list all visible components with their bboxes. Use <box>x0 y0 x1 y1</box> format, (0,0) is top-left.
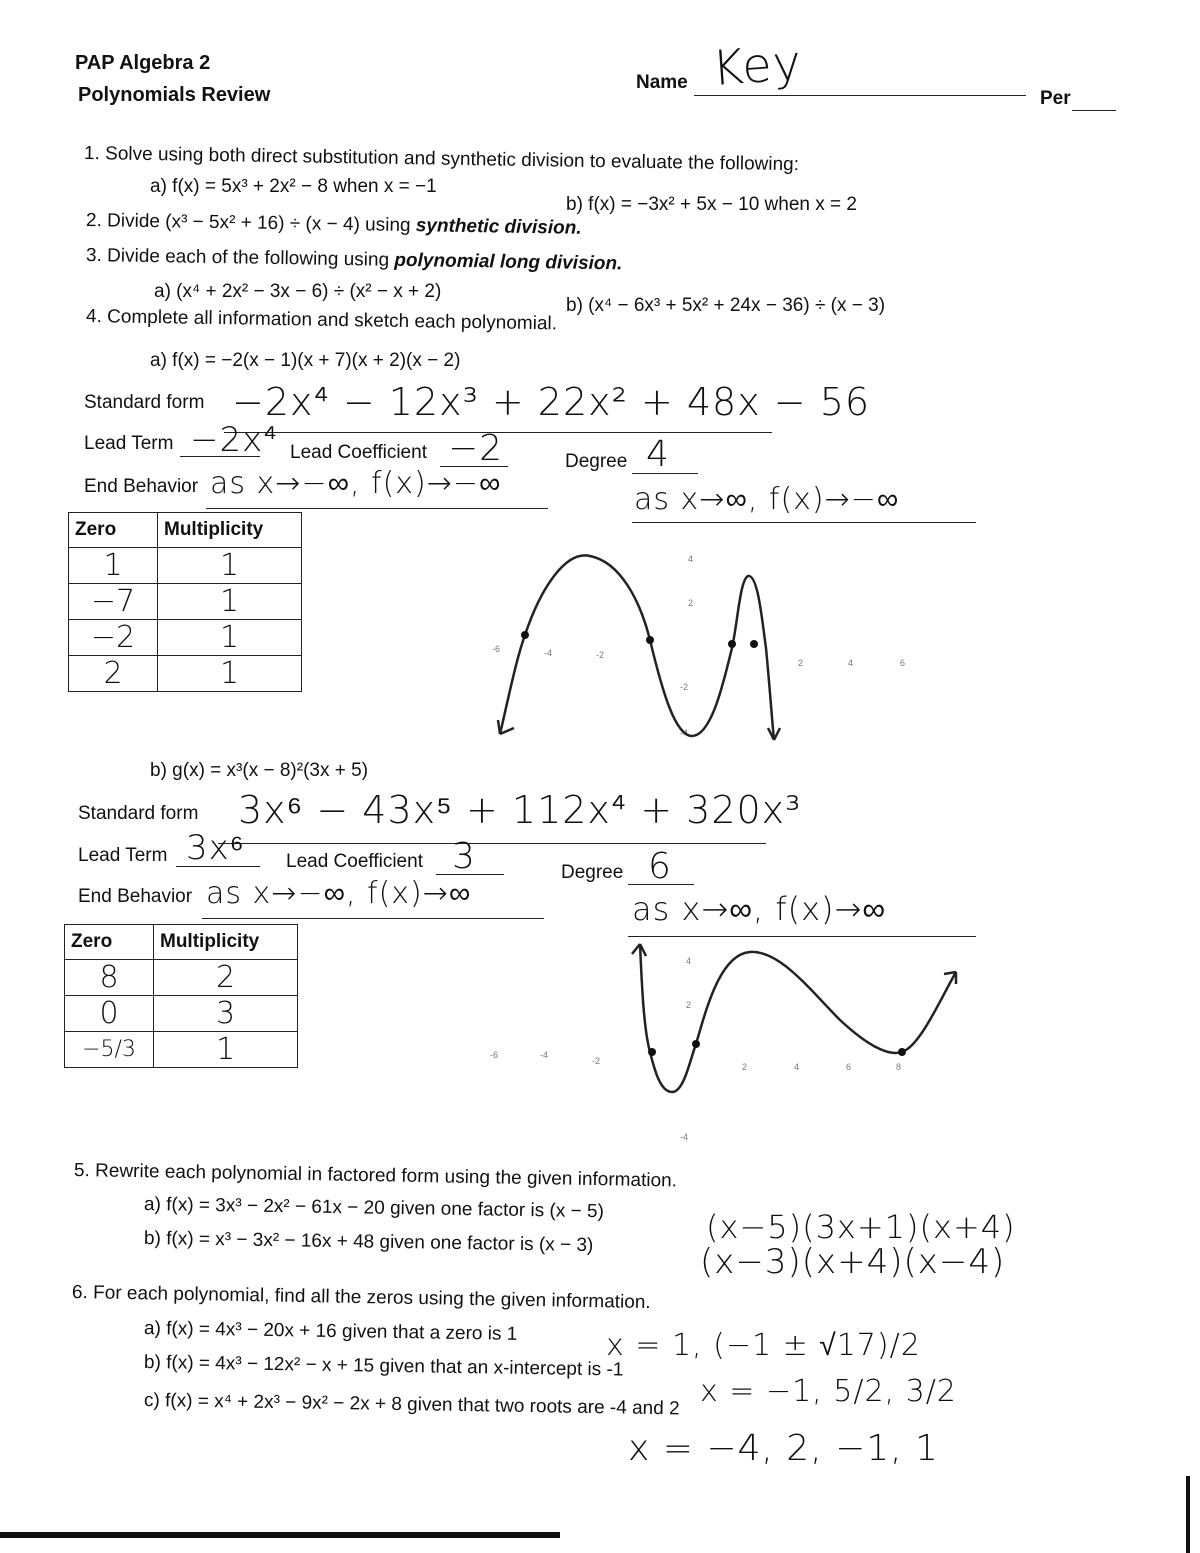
4a-end-behavior-right: as x→∞, f(x)→−∞ <box>634 482 900 517</box>
4a-end-behavior-line-left <box>206 508 548 509</box>
question-3 <box>86 245 623 275</box>
zero-header: Zero <box>69 513 158 548</box>
table-row <box>69 548 302 584</box>
question-6c-answer: x = −4, 2, −1, 1 <box>628 1428 939 1469</box>
4a-lead-coefficient-label: Lead Coefficient <box>290 442 427 463</box>
question-6b: b) f(x) = 4x³ − 12x² − x + 15 given that an x-intercept is -1 <box>143 1352 624 1381</box>
scan-edge-bottom <box>0 1532 560 1538</box>
question-6a-answer: x = 1, (−1 ± √17)/2 <box>606 1328 921 1363</box>
table-row <box>65 1032 298 1068</box>
svg-text:2: 2 <box>798 658 804 668</box>
svg-text:4: 4 <box>848 658 854 668</box>
4b-degree-label: Degree <box>561 862 624 883</box>
4b-zero-point <box>648 1048 656 1056</box>
per-line <box>1072 110 1116 111</box>
question-3b: b) (x⁴ − 6x³ + 5x² + 24x − 36) ÷ (x − 3) <box>566 295 886 316</box>
4a-zero-point <box>521 631 529 639</box>
multiplicity-cell: 3 <box>154 996 298 1032</box>
4a-lead-term-value: −2x⁴ <box>190 420 278 460</box>
table-header-row <box>69 513 302 548</box>
table-row <box>69 656 302 692</box>
zero-cell: −5/3 <box>65 1032 154 1068</box>
multiplicity-cell: 2 <box>154 960 298 996</box>
question-3-emphasis: polynomial long division. <box>394 249 623 275</box>
4a-end-behavior-label: End Behavior <box>84 476 199 497</box>
svg-text:4: 4 <box>688 554 694 564</box>
4b-lead-term-label: Lead Term <box>78 845 168 866</box>
question-1a: a) f(x) = 5x³ + 2x² − 8 when x = −1 <box>150 176 437 197</box>
zero-header: Zero <box>65 925 154 960</box>
question-6b-answer: x = −1, 5/2, 3/2 <box>700 1374 957 1409</box>
4a-sketch-graph <box>480 540 920 760</box>
svg-text:4: 4 <box>794 1062 800 1072</box>
svg-text:2: 2 <box>742 1062 748 1072</box>
table-row <box>69 584 302 620</box>
question-3a: a) (x⁴ + 2x² − 3x − 6) ÷ (x² − x + 2) <box>154 281 442 302</box>
4b-zero-point <box>692 1040 700 1048</box>
svg-text:2: 2 <box>686 1000 692 1010</box>
4a-end-behavior-left: as x→−∞, f(x)→−∞ <box>210 466 502 501</box>
table-row <box>69 620 302 656</box>
4b-end-behavior-label: End Behavior <box>78 886 193 907</box>
svg-text:-2: -2 <box>592 1056 601 1066</box>
svg-text:-2: -2 <box>596 650 605 660</box>
svg-text:6: 6 <box>900 658 906 668</box>
4b-lead-coefficient-value: 3 <box>452 836 476 877</box>
question-5: 5. Rewrite each polynomial in factored form using the given information. <box>73 1160 678 1192</box>
question-6a: a) f(x) = 4x³ − 20x + 16 given that a zero is 1 <box>143 1318 518 1345</box>
4a-zero-point <box>646 636 654 644</box>
4a-standard-form-value: −2x⁴ − 12x³ + 22x² + 48x − 56 <box>232 380 871 424</box>
4a-zero-multiplicity-table <box>68 512 302 692</box>
per-label: Per <box>1040 88 1071 109</box>
4b-end-behavior-left: as x→−∞, f(x)→∞ <box>206 876 472 911</box>
svg-text:8: 8 <box>896 1062 902 1072</box>
question-2 <box>86 210 582 240</box>
question-1: 1. Solve using both direct substitution and synthetic division to evaluate the following: <box>83 143 800 176</box>
question-5b: b) f(x) = x³ − 3x² − 16x + 48 given one factor is (x − 3) <box>143 1228 594 1257</box>
4b-sketch-graph <box>480 930 960 1150</box>
question-4b-function: b) g(x) = x³(x − 8)²(3x + 5) <box>150 760 369 781</box>
table-header-row <box>65 925 298 960</box>
multiplicity-header: Multiplicity <box>154 925 298 960</box>
question-3-text: 3. Divide each of the following using <box>85 245 395 271</box>
4a-degree-value: 4 <box>646 434 670 475</box>
4b-left-arrow <box>632 944 646 956</box>
zero-cell: 2 <box>69 656 158 692</box>
4b-end-behavior-line-left <box>202 918 544 919</box>
svg-text:6: 6 <box>846 1062 852 1072</box>
svg-text:-2: -2 <box>680 682 689 692</box>
question-1b: b) f(x) = −3x² + 5x − 10 when x = 2 <box>566 194 857 215</box>
4b-standard-form-value: 3x⁶ − 43x⁵ + 112x⁴ + 320x³ <box>238 788 802 832</box>
question-2-emphasis: synthetic division. <box>415 215 582 239</box>
zero-cell: −7 <box>69 584 158 620</box>
svg-text:-4: -4 <box>544 648 553 658</box>
svg-text:-4: -4 <box>680 1132 689 1142</box>
zero-cell: 8 <box>65 960 154 996</box>
name-label: Name <box>636 72 688 93</box>
4b-zero-point <box>898 1048 906 1056</box>
zero-cell: 1 <box>69 548 158 584</box>
question-5a: a) f(x) = 3x³ − 2x² − 61x − 20 given one factor is (x − 5) <box>143 1194 605 1223</box>
question-4a-function: a) f(x) = −2(x − 1)(x + 7)(x + 2)(x − 2) <box>150 350 461 371</box>
question-4: 4. Complete all information and sketch each polynomial. <box>85 306 558 335</box>
4a-end-behavior-line-right <box>632 522 976 523</box>
question-5a-answer: (x−5)(3x+1)(x+4) <box>706 1208 1016 1246</box>
question-5b-answer: (x−3)(x+4)(x−4) <box>700 1242 1006 1282</box>
table-row <box>65 960 298 996</box>
svg-text:4: 4 <box>686 956 692 966</box>
svg-text:-4: -4 <box>680 728 689 738</box>
zero-cell: 0 <box>65 996 154 1032</box>
svg-text:2: 2 <box>688 598 694 608</box>
4b-lead-coefficient-label: Lead Coefficient <box>286 851 423 872</box>
4b-standard-form-label: Standard form <box>78 803 199 824</box>
4b-lead-term-value: 3x⁶ <box>186 828 245 868</box>
4a-zero-point <box>750 640 758 648</box>
svg-text:-4: -4 <box>540 1050 549 1060</box>
4a-degree-label: Degree <box>565 451 628 472</box>
4b-degree-value: 6 <box>648 846 672 887</box>
4a-standard-form-label: Standard form <box>84 392 205 413</box>
multiplicity-cell: 1 <box>154 1032 298 1068</box>
scan-edge-right <box>1186 1476 1190 1553</box>
multiplicity-cell: 1 <box>158 620 302 656</box>
name-line <box>694 95 1026 96</box>
table-row <box>65 996 298 1032</box>
question-2-text: 2. Divide (x³ − 5x² + 16) ÷ (x − 4) using <box>85 210 416 237</box>
question-6: 6. For each polynomial, find all the zeros using the given information. <box>71 1282 651 1314</box>
multiplicity-cell: 1 <box>158 584 302 620</box>
4a-lead-term-label: Lead Term <box>84 433 174 454</box>
multiplicity-cell: 1 <box>158 548 302 584</box>
name-value: Key <box>710 34 804 98</box>
multiplicity-cell: 1 <box>158 656 302 692</box>
4a-lead-coefficient-value: −2 <box>448 428 504 469</box>
course-title: PAP Algebra 2 <box>75 52 211 74</box>
zero-cell: −2 <box>69 620 158 656</box>
4b-end-behavior-right: as x→∞, f(x)→∞ <box>632 890 887 928</box>
4b-zero-multiplicity-table <box>64 924 298 1068</box>
worksheet-title: Polynomials Review <box>78 84 271 106</box>
4a-zero-point <box>728 640 736 648</box>
multiplicity-header: Multiplicity <box>158 513 302 548</box>
svg-text:-6: -6 <box>490 1050 499 1060</box>
4a-axis-ticks <box>492 554 905 738</box>
4b-standard-form-line <box>218 843 766 844</box>
svg-text:-6: -6 <box>492 644 501 654</box>
question-6c: c) f(x) = x⁴ + 2x³ − 9x² − 2x + 8 given that two roots are -4 and 2 <box>143 1390 680 1420</box>
